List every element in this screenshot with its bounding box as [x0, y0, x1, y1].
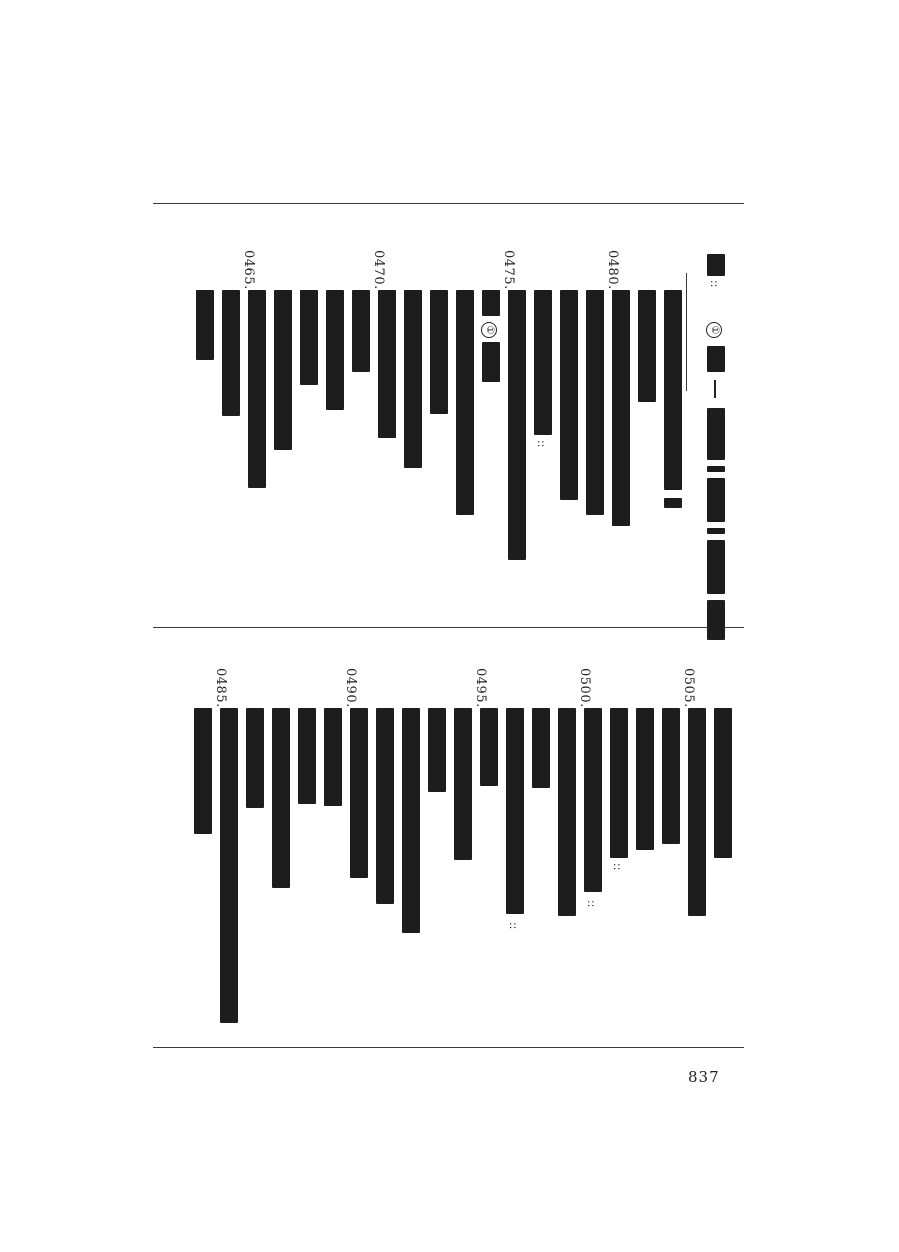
- verse-line: [400, 250, 424, 620]
- verse-line: [268, 668, 292, 1043]
- colon-mark: ::: [535, 440, 548, 448]
- verse-number: 0500.: [577, 668, 592, 708]
- verse-line: [372, 668, 396, 1043]
- verse-line: [606, 668, 630, 1043]
- verse-line: [450, 668, 474, 1043]
- verse-line: [190, 668, 214, 1043]
- verse-line: [296, 250, 320, 620]
- verse-line: [710, 668, 734, 1043]
- verse-line: [424, 668, 448, 1043]
- verse-line: [343, 668, 370, 1043]
- verse-number: 0480.: [605, 250, 620, 290]
- verse-line: [218, 250, 242, 620]
- colon-mark: ::: [611, 863, 624, 871]
- verse-number: 0470.: [371, 250, 386, 290]
- verse-line: [192, 250, 216, 620]
- verse-line: [554, 668, 578, 1043]
- verse-line: [577, 668, 604, 1043]
- verse-line: [582, 250, 606, 620]
- verse-line: [320, 668, 344, 1043]
- inline-footnote-marker: ①: [481, 322, 497, 338]
- page-rule-bottom: [153, 1047, 744, 1048]
- verse-number: 0485.: [213, 668, 228, 708]
- footnote-marker: ①: [706, 322, 722, 338]
- verse-number: 0465.: [241, 250, 256, 290]
- verse-line: [502, 668, 526, 1043]
- verse-line: [452, 250, 476, 620]
- colon-mark: ::: [585, 900, 598, 908]
- verse-line: [556, 250, 580, 620]
- verse-line: [473, 668, 500, 1043]
- page-number: 837: [688, 1068, 720, 1086]
- verse-line: [681, 668, 708, 1043]
- verse-line: [348, 250, 372, 620]
- verse-line: [634, 250, 658, 620]
- verse-number: 0495.: [473, 668, 488, 708]
- verse-line: [660, 250, 684, 620]
- verse-line: [371, 250, 398, 620]
- verse-line: [605, 250, 632, 620]
- verse-line: [294, 668, 318, 1043]
- verse-line: [478, 250, 502, 620]
- verse-line: [398, 668, 422, 1043]
- verse-line: [242, 668, 266, 1043]
- verse-number: 0475.: [501, 250, 516, 290]
- verse-line: [632, 668, 656, 1043]
- footnote-column: [703, 250, 727, 620]
- verse-line: [241, 250, 268, 620]
- verse-line: [270, 250, 294, 620]
- verse-number: 0490.: [343, 668, 358, 708]
- verse-line: [166, 250, 190, 620]
- footnote-separator: [686, 273, 687, 391]
- verse-line: [426, 250, 450, 620]
- verse-line: [501, 250, 528, 620]
- verse-line: [530, 250, 554, 620]
- verse-line: [322, 250, 346, 620]
- footnote-dash: [714, 380, 716, 398]
- verse-line: [528, 668, 552, 1043]
- page-rule-middle: [153, 627, 744, 628]
- verse-line: [658, 668, 682, 1043]
- colon-mark: ::: [507, 922, 520, 930]
- footnote-colon: ::: [708, 280, 721, 288]
- page-rule-top: [153, 203, 744, 204]
- verse-line: [213, 668, 240, 1043]
- verse-number: 0505.: [681, 668, 696, 708]
